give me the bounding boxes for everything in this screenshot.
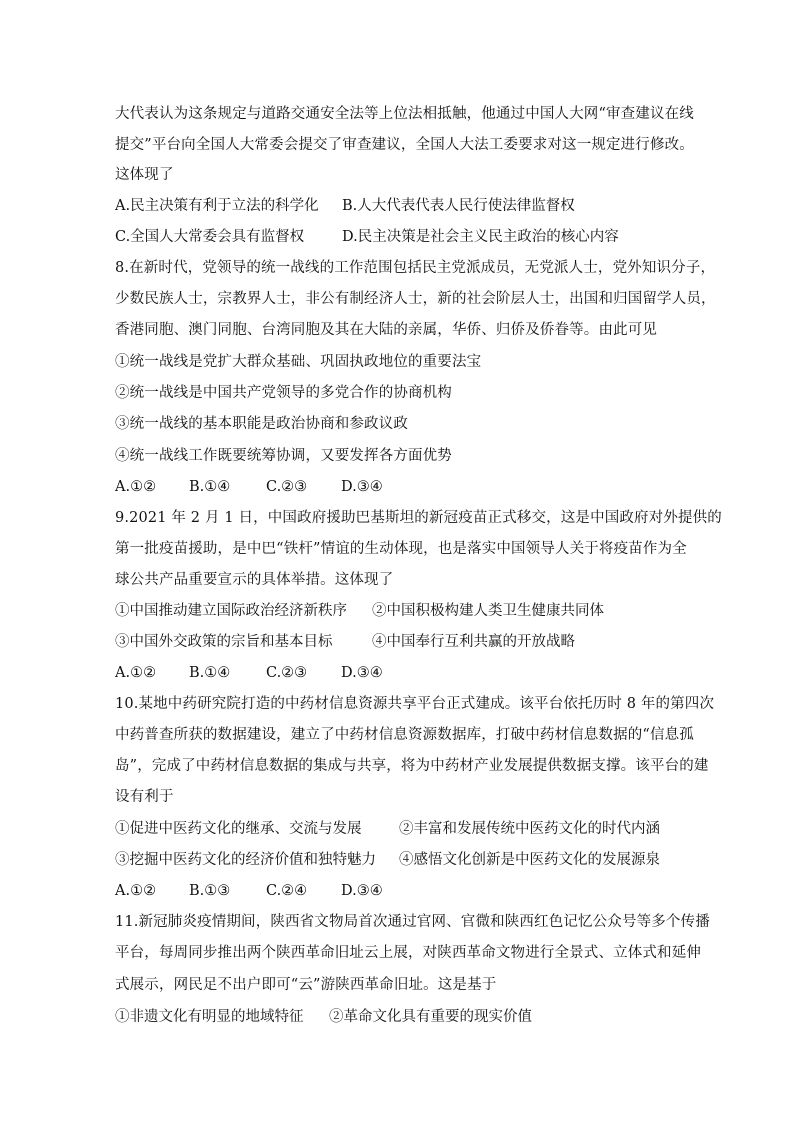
q9-statements-row: [115, 632, 685, 652]
q10-statement: ①促进中医药文化的继承、交流与发展: [115, 821, 362, 837]
q10-choice-d: D.③④: [341, 883, 383, 899]
q11-statement: ①非遗文化有明显的地域特征: [115, 1009, 304, 1025]
q9-statement: ③中国外交政策的宗旨和基本目标: [115, 634, 333, 650]
q10-choices-row: [115, 881, 415, 901]
q7-option-a: A.民主决策有利于立法的科学化: [115, 198, 319, 214]
q9-choice-a: A.①②: [115, 665, 157, 681]
q10-statement: ②丰富和发展传统中医药文化的时代内涵: [399, 821, 660, 837]
q9-statement: ④中国奉行互利共赢的开放战略: [372, 634, 575, 650]
q11-statement: ②革命文化具有重要的现实价值: [329, 1009, 532, 1025]
q9-choices-row: [115, 663, 415, 683]
q7-option-c: C.全国人大常委会具有监督权: [115, 229, 305, 245]
q9-statement: ①中国推动建立国际政治经济新秩序: [115, 603, 347, 619]
q9-statement: ②中国积极构建人类卫生健康共同体: [372, 603, 604, 619]
q10-choice-b: B.①③: [189, 883, 231, 899]
q11-text-line: 式展示，网民足不出户即可“云”游陕西革命旧址。这是基于: [115, 977, 497, 993]
q10-text-line: 10.某地中药研究院打造的中药材信息资源共享平台正式建成。该平台依托历时 8 年的第四次: [115, 696, 715, 712]
q7-text-line: 提交”平台向全国人大常委会提交了审查建议，全国人大法工委要求对这一规定进行修改。: [115, 137, 694, 153]
q7-option-b: B.人大代表代表人民行使法律监督权: [342, 198, 575, 214]
q8-text-line: 少数民族人士，宗教界人士，非公有制经济人士，新的社会阶层人士，出国和归国留学人员，: [115, 291, 716, 307]
q11-text-line: 平台，每周同步推出两个陕西革命旧址云上展，对陕西革命文物进行全景式、立体式和延伸: [115, 945, 701, 961]
q10-statements-row: [115, 850, 685, 870]
q7-text-line: 这体现了: [115, 167, 174, 183]
q7-options-row: [115, 227, 685, 247]
q10-choice-a: A.①②: [115, 883, 157, 899]
q10-choice-c: C.②④: [266, 883, 308, 899]
q9-choice-b: B.①④: [189, 665, 231, 681]
q8-choices-row: [115, 477, 415, 497]
q9-text-line: 第一批疫苗援助，是中巴“铁杆”情谊的生动体现，也是落实中国领导人关于将疫苗作为全: [115, 541, 687, 557]
q8-statement: ②统一战线是中国共产党领导的多党合作的协商机构: [115, 385, 452, 401]
q7-text-line: 大代表认为这条规定与道路交通安全法等上位法相抵触，他通过中国人大网“审查建议在线: [115, 106, 694, 122]
q9-choice-c: C.②③: [266, 665, 308, 681]
q8-statement: ④统一战线工作既要统筹协调，又要发挥各方面优势: [115, 448, 452, 464]
q8-choice-c: C.②③: [266, 479, 308, 495]
q9-text-line: 9.2021 年 2 月 1 日，中国政府援助巴基斯坦的新冠疫苗正式移交，这是中国政府对外提供的: [115, 510, 722, 526]
q9-text-line: 球公共产品重要宣示的具体举措。这体现了: [115, 572, 394, 588]
q7-options-row: [115, 196, 685, 216]
q10-text-line: 设有利于: [115, 789, 174, 805]
q8-statement: ③统一战线的基本职能是政治协商和参政议政: [115, 416, 408, 432]
q8-choice-d: D.③④: [341, 479, 383, 495]
q8-text-line: 8.在新时代，党领导的统一战线的工作范围包括民主党派成员，无党派人士，党外知识分子，: [115, 260, 716, 276]
q10-text-line: 岛”，完成了中药材信息数据的集成与共享，将为中药材产业发展提供数据支撑。该平台的建: [115, 758, 709, 774]
q10-statement: ④感悟文化创新是中医药文化的发展源泉: [399, 852, 660, 868]
q7-option-d: D.民主决策是社会主义民主政治的核心内容: [342, 229, 619, 245]
q10-statements-row: [115, 819, 685, 839]
q11-statements-row: [115, 1007, 685, 1027]
q8-choice-b: B.①④: [189, 479, 231, 495]
q11-text-line: 11.新冠肺炎疫情期间，陕西省文物局首次通过官网、官微和陕西红色记忆公众号等多个传播: [115, 914, 710, 930]
q8-choice-a: A.①②: [115, 479, 157, 495]
q8-text-line: 香港同胞、澳门同胞、台湾同胞及其在大陆的亲属，华侨、归侨及侨眷等。由此可见: [115, 322, 658, 338]
q8-statement: ①统一战线是党扩大群众基础、巩固执政地位的重要法宝: [115, 354, 482, 370]
q10-text-line: 中药普查所获的数据建设，建立了中药材信息资源数据库，打破中药材信息数据的“信息孤: [115, 727, 694, 743]
q10-statement: ③挖掘中医药文化的经济价值和独特魅力: [115, 852, 376, 868]
q9-choice-d: D.③④: [341, 665, 383, 681]
q9-statements-row: [115, 601, 685, 621]
